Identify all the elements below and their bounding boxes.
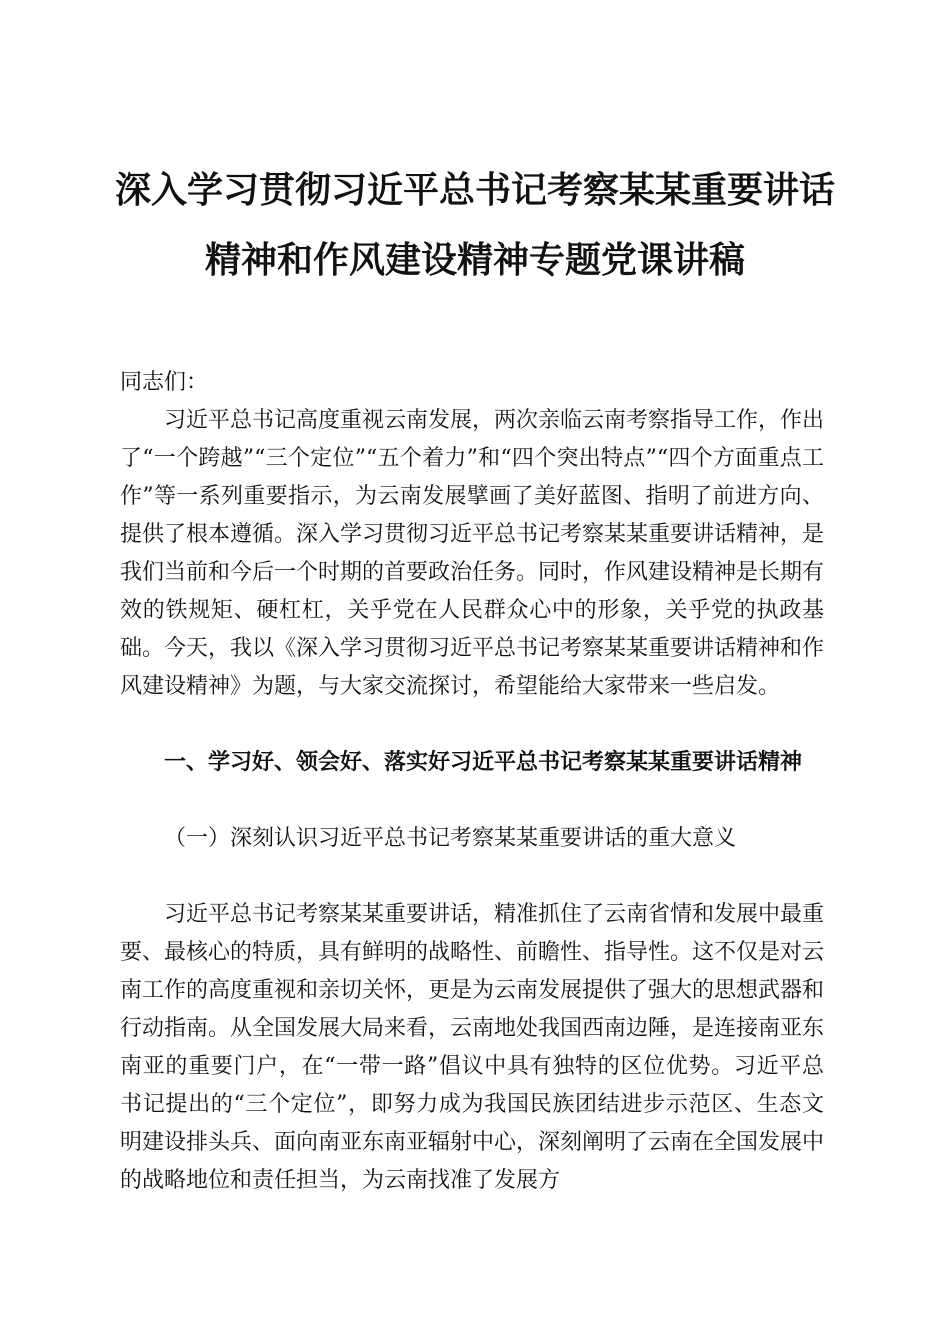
document-title-line-1: 深入学习贯彻习近平总书记考察某某重要讲话 <box>114 169 835 211</box>
document-title-line-2: 精神和作风建设精神专题党课讲稿 <box>204 239 745 281</box>
greeting: 同志们： <box>120 370 209 395</box>
paragraph-intro: 习近平总书记高度重视云南发展，两次亲临云南考察指导工作，作出了“一个跨越”“三个定位”“五个着力”和“四个突出特点”“四个方面重点工作”等一系列重要指示，为云南发展擘画了美好蓝图、指明了前进方向、提供了根本遵循。深入学习贯彻习近平总书记考察某某重要讲话精神，是我们当前和今后一个时期的首要政治任务。同时，作风建设精神是长期有效的铁规矩、硬杠杠，关乎党在人民群众心中的形象，关乎党的执政基础。今天，我以《深入学习贯彻习近平总书记考察某某重要讲话精神和作风建设精神》为题，与大家交流探讨，希望能给大家带来一些启发。 <box>120 408 825 699</box>
subsection-heading: （一）深刻认识习近平总书记考察某某重要讲话的重大意义 <box>164 826 737 851</box>
section-heading: 一、学习好、领会好、落实好习近平总书记考察某某重要讲话精神 <box>164 750 803 775</box>
paragraph-body: 习近平总书记考察某某重要讲话，精准抓住了云南省情和发展中最重要、最核心的特质，具有鲜明的战略性、前瞻性、指导性。这不仅是对云南工作的高度重视和亲切关怀，更是为云南发展提供了强大的思想武器和行动指南。从全国发展大局来看，云南地处我国西南边陲，是连接南亚东南亚的重要门户，在“一带一路”倡议中具有独特的区位优势。习近平总书记提出的“三个定位”，即努力成为我国民族团结进步示范区、生态文明建设排头兵、面向南亚东南亚辐射中心，深刻阐明了云南在全国发展中的战略地位和责任担当，为云南找准了发展方 <box>120 902 825 1193</box>
